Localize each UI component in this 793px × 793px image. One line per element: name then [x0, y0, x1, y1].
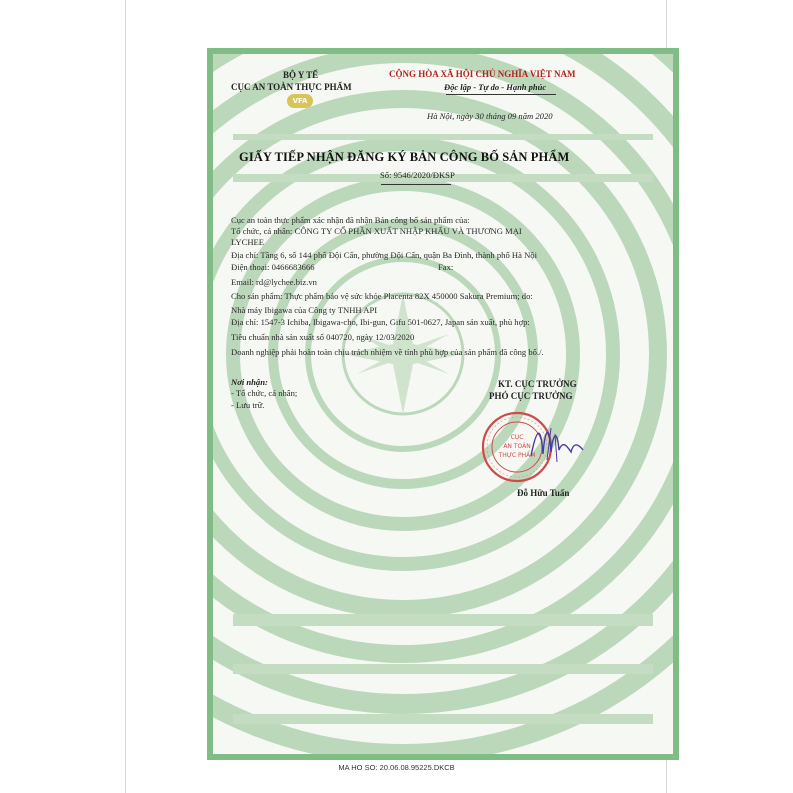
recipients-heading: Nơi nhận:	[231, 377, 268, 387]
document-number: Số: 9546/2020/ĐKSP	[380, 170, 455, 180]
signatory-title: KT. CỤC TRƯỞNG	[498, 379, 577, 389]
svg-text:AN TOÀN: AN TOÀN	[503, 443, 531, 450]
body-manufacturer-address: Địa chỉ: 1547-3 Ichiba, Ibigawa-cho, Ibi-gun, Gifu 501-0627, Japan sản xuất, phù hợp:	[231, 317, 530, 327]
body-email: Email: rd@lychee.biz.vn	[231, 277, 317, 287]
body-product: Cho sản phẩm: Thực phẩm bảo vệ sức khỏe Placenta 82X 450000 Sakura Premium; do:	[231, 291, 533, 301]
body-manufacturer: Nhà máy Ibigawa của Công ty TNHH API	[231, 305, 378, 315]
recipient-item: - Tổ chức, cá nhân;	[231, 388, 298, 398]
certificate-sheet	[207, 48, 679, 760]
handwritten-signature	[527, 416, 587, 472]
ministry-name: BỘ Y TẾ	[283, 70, 319, 80]
motto-underline	[446, 94, 556, 95]
svg-text:CỤC: CỤC	[510, 434, 524, 441]
vfa-logo-icon: VFA	[287, 94, 313, 108]
dossier-number: MA HO SO: 20.06.08.95225.DKCB	[338, 763, 455, 772]
signatory-position: PHÓ CỤC TRƯỞNG	[489, 391, 573, 401]
body-organization: Tổ chức, cá nhân: CÔNG TY CỔ PHẦN XUẤT NHẬP KHẨU VÀ THƯƠNG MẠI	[231, 226, 522, 236]
certificate-content	[213, 54, 673, 754]
agency-name: CỤC AN TOÀN THỰC PHẨM	[231, 82, 352, 92]
issue-date: Hà Nội, ngày 30 tháng 09 năm 2020	[427, 111, 553, 121]
motto: Độc lập - Tự do - Hạnh phúc	[444, 82, 547, 92]
body-responsibility: Doanh nghiệp phải hoàn toàn chịu trách nhiệm về tính phù hợp của sản phẩm đã công bố./.	[231, 347, 544, 357]
signatory-name: Đỗ Hữu Tuấn	[517, 488, 570, 498]
body-standard: Tiêu chuẩn nhà sản xuất số 040720, ngày 12/03/2020	[231, 332, 415, 342]
body-intro: Cục an toàn thực phẩm xác nhận đã nhận Bản công bố sản phẩm của:	[231, 215, 470, 225]
title-underline	[381, 184, 451, 185]
body-phone: Điện thoại: 0466683666	[231, 262, 315, 272]
svg-text:THỰC PHẨM: THỰC PHẨM	[498, 452, 536, 459]
country-name: CỘNG HÒA XÃ HỘI CHỦ NGHĨA VIỆT NAM	[389, 69, 576, 79]
document-title: GIẤY TIẾP NHẬN ĐĂNG KÝ BẢN CÔNG BỐ SẢN PHẨM	[239, 150, 570, 164]
recipient-item: - Lưu trữ.	[231, 400, 265, 410]
left-margin-line	[125, 0, 126, 793]
body-fax: Fax:	[438, 262, 454, 272]
body-address: Địa chỉ: Tầng 6, số 144 phố Đội Cấn, phường Đội Cấn, quận Ba Đình, thành phố Hà Nội	[231, 250, 537, 260]
body-organization-cont: LYCHEE	[231, 237, 265, 247]
